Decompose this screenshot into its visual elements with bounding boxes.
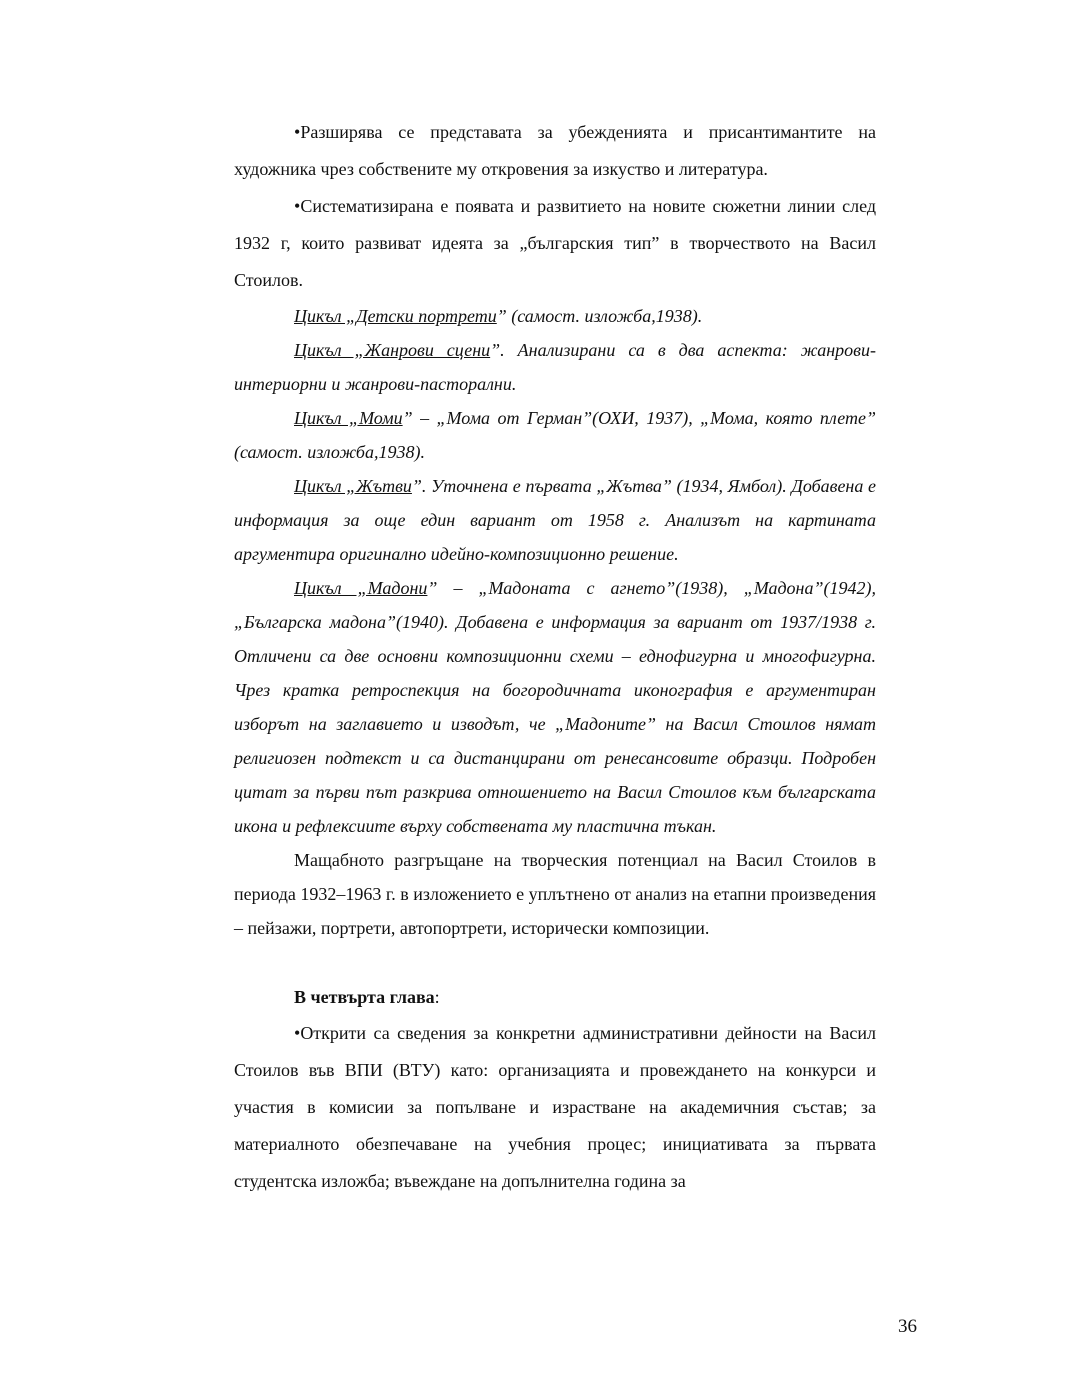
paragraph-text: Открити са сведения за конкретни административни дейности на Васил Стоилов във ВПИ (ВТУ) като: организацията и провеждането на конкурси и участия в комисии за попълване и израстване на академичния състав; за материалното обезпечаване на учебния процес; инициативата за първата студентска изложба; въвеждане на допълнителна година за xyxy=(234,1023,876,1191)
section-gap xyxy=(234,945,876,979)
cycle-title: Цикъл „Мадони xyxy=(294,578,428,598)
cycle-description: ” – „Мадоната с агнето”(1938), „Мадона”(1942), „Българска мадона”(1940). Добавена е информация за вариант от 1937/1938 г. Отличени са две основни композиционни схеми – еднофигурна и многофигурна. Чрез кратка ретроспекция на богородичната иконография е аргументиран изборът на заглавието и изводът, че „Мадоните” на Васил Стоилов нямат религиозен подтекст и са дистанцирани от ренесансовите образци. Подробен цитат за първи път разкрива отношението на Васил Стоилов към българската икона и рефлексиите върху собствената му пластична тъкан. xyxy=(234,578,876,836)
page-number: 36 xyxy=(898,1316,917,1337)
paragraph-text: Разширява се представата за убежденията и присантимантите на художника чрез собствените му откровения за изкуство и литература. xyxy=(234,122,876,179)
bullet: • xyxy=(294,196,301,216)
paragraph-convictions xyxy=(234,114,876,188)
paragraph-creative-potential xyxy=(234,843,876,945)
bullet: • xyxy=(294,122,301,142)
paragraph-cycle-maidens xyxy=(234,401,876,469)
paragraph-text: Систематизирана е появата и развитието на новите сюжетни линии след 1932 г, които развиват идеята за „българския тип” в творчеството на Васил Стоилов. xyxy=(234,196,876,290)
heading-colon: : xyxy=(434,987,440,1007)
paragraph-cycle-genre-scenes xyxy=(234,333,876,401)
paragraph-cycle-harvests xyxy=(234,469,876,571)
cycle-description: ”. Уточнена е първата „Жътва” (1934, Ямбол). Добавена е информация за още един вариант от 1958 г. Анализът на картината аргументира оригинално идейно-композиционно решение. xyxy=(234,476,877,564)
cycle-title: Цикъл „Моми xyxy=(294,408,403,428)
paragraph-text: Мащабното разгръщане на творческия потенциал на Васил Стоилов в периода 1932–1963 г. в изложението е уплътнено от анализ на етапни произведения – пейзажи, портрети, автопортрети, исторически композиции. xyxy=(234,850,876,938)
section-heading-chapter-four xyxy=(234,979,876,1015)
heading-text: В четвърта глава xyxy=(294,987,435,1007)
cycle-description: ” – „Мома от Герман”(ОХИ, 1937), „Мома, която плете” (самост. изложба,1938). xyxy=(234,408,876,462)
paragraph-administrative-activities xyxy=(234,1015,876,1200)
document-page xyxy=(234,114,876,1200)
cycle-description: ” (самост. изложба,1938). xyxy=(496,306,703,326)
paragraph-cycle-madonnas xyxy=(234,571,876,843)
paragraph-storylines xyxy=(234,188,876,299)
bullet: • xyxy=(294,1023,301,1043)
cycle-title: Цикъл „Жътви xyxy=(294,476,412,496)
cycle-title: Цикъл „Жанрови сцени xyxy=(294,340,491,360)
cycle-title: Цикъл „Детски портрети xyxy=(294,306,497,326)
paragraph-cycle-children-portraits xyxy=(234,299,876,333)
cycle-description: ”. Анализирани са в два аспекта: жанрови-интериорни и жанрови-пасторални. xyxy=(234,340,876,394)
